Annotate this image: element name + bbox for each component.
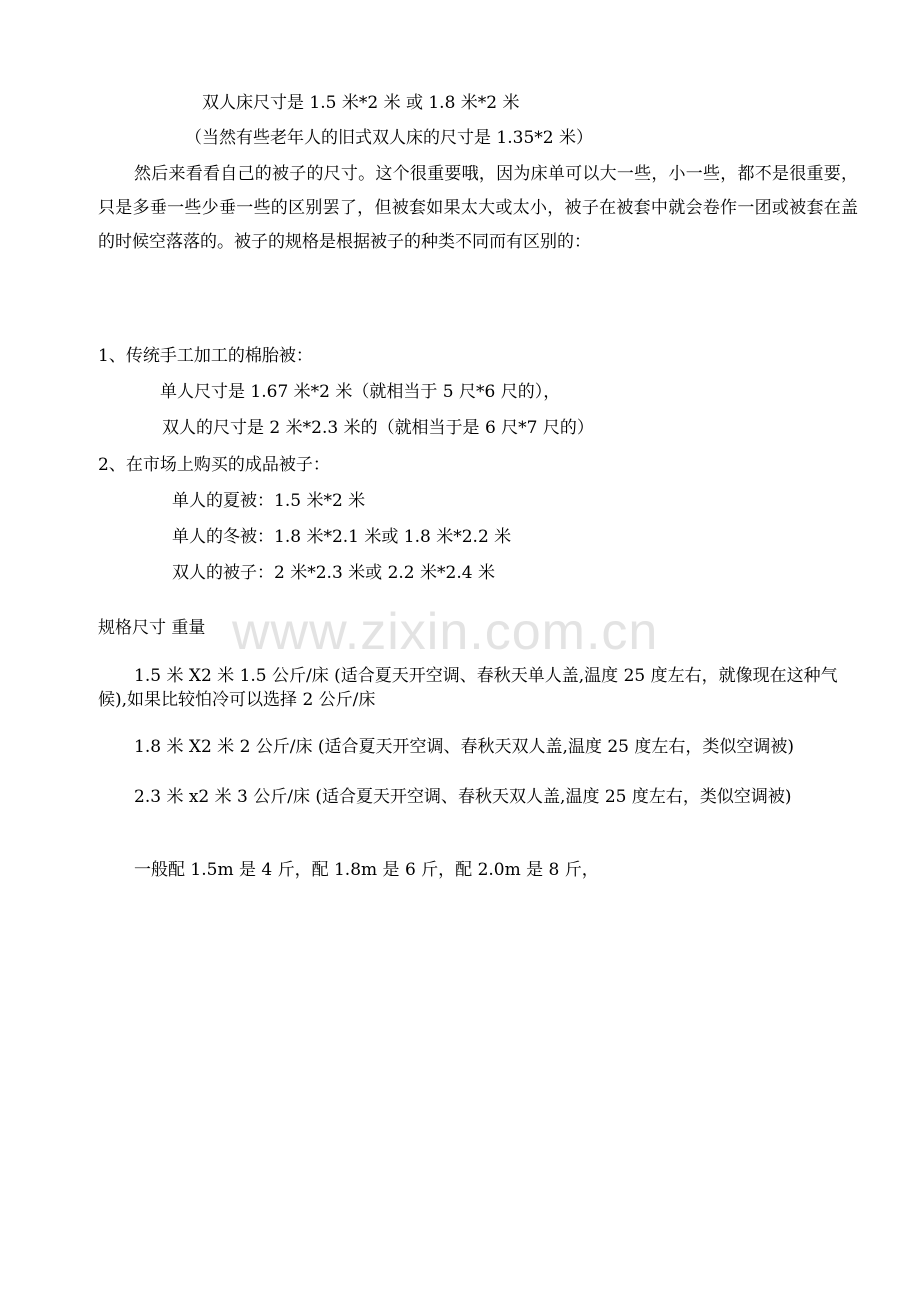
watermark: www.zixin.com.cn xyxy=(232,603,659,661)
double-bed-size-line: 双人床尺寸是 1.5 米*2 米 或 1.8 米*2 米 xyxy=(202,93,520,113)
list-item: 单人尺寸是 1.67 米*2 米（就相当于 5 尺*6 尺的）， xyxy=(160,382,561,402)
list-item: 单人的夏被：1.5 米*2 米 xyxy=(172,491,366,511)
spec-item: 2.3 米 x2 米 3 公斤/床 (适合夏天开空调、春秋天双人盖,温度 25 度左右，类似空调被) xyxy=(134,787,792,807)
section-heading: 2、在市场上购买的成品被子： xyxy=(98,455,330,475)
spec-item: 1.5 米 X2 米 1.5 公斤/床 (适合夏天开空调、春秋天单人盖,温度 25 度左右，就像现在这种气候),如果比较怕冷可以选择 2 公斤/床 xyxy=(98,666,838,710)
list-item: 双人的尺寸是 2 米*2.3 米的（就相当于是 6 尺*7 尺的） xyxy=(162,418,594,438)
section-heading: 1、传统手工加工的棉胎被： xyxy=(98,346,313,366)
intro-paragraph: 然后来看看自己的被子的尺寸。这个很重要哦，因为床单可以大一些，小一些，都不是很重要，只是多垂一些少垂一些的区别罢了，但被套如果太大或太小，被子在被套中就会卷作一团或被套在盖的时候空落落的。被子的规格是根据被子的种类不同而有区别的： xyxy=(98,164,858,252)
list-item: 双人的被子：2 米*2.3 米或 2.2 米*2.4 米 xyxy=(172,563,495,583)
closing-line: 一般配 1.5m 是 4 斤，配 1.8m 是 6 斤，配 2.0m 是 8 斤， xyxy=(134,860,599,880)
spec-item: 1.8 米 X2 米 2 公斤/床 (适合夏天开空调、春秋天双人盖,温度 25 度左右，类似空调被) xyxy=(134,737,795,757)
list-item: 单人的冬被：1.8 米*2.1 米或 1.8 米*2.2 米 xyxy=(172,527,512,547)
old-style-bed-note: （当然有些老年人的旧式双人床的尺寸是 1.35*2 米） xyxy=(185,128,593,148)
spec-heading: 规格尺寸 重量 xyxy=(98,618,206,638)
